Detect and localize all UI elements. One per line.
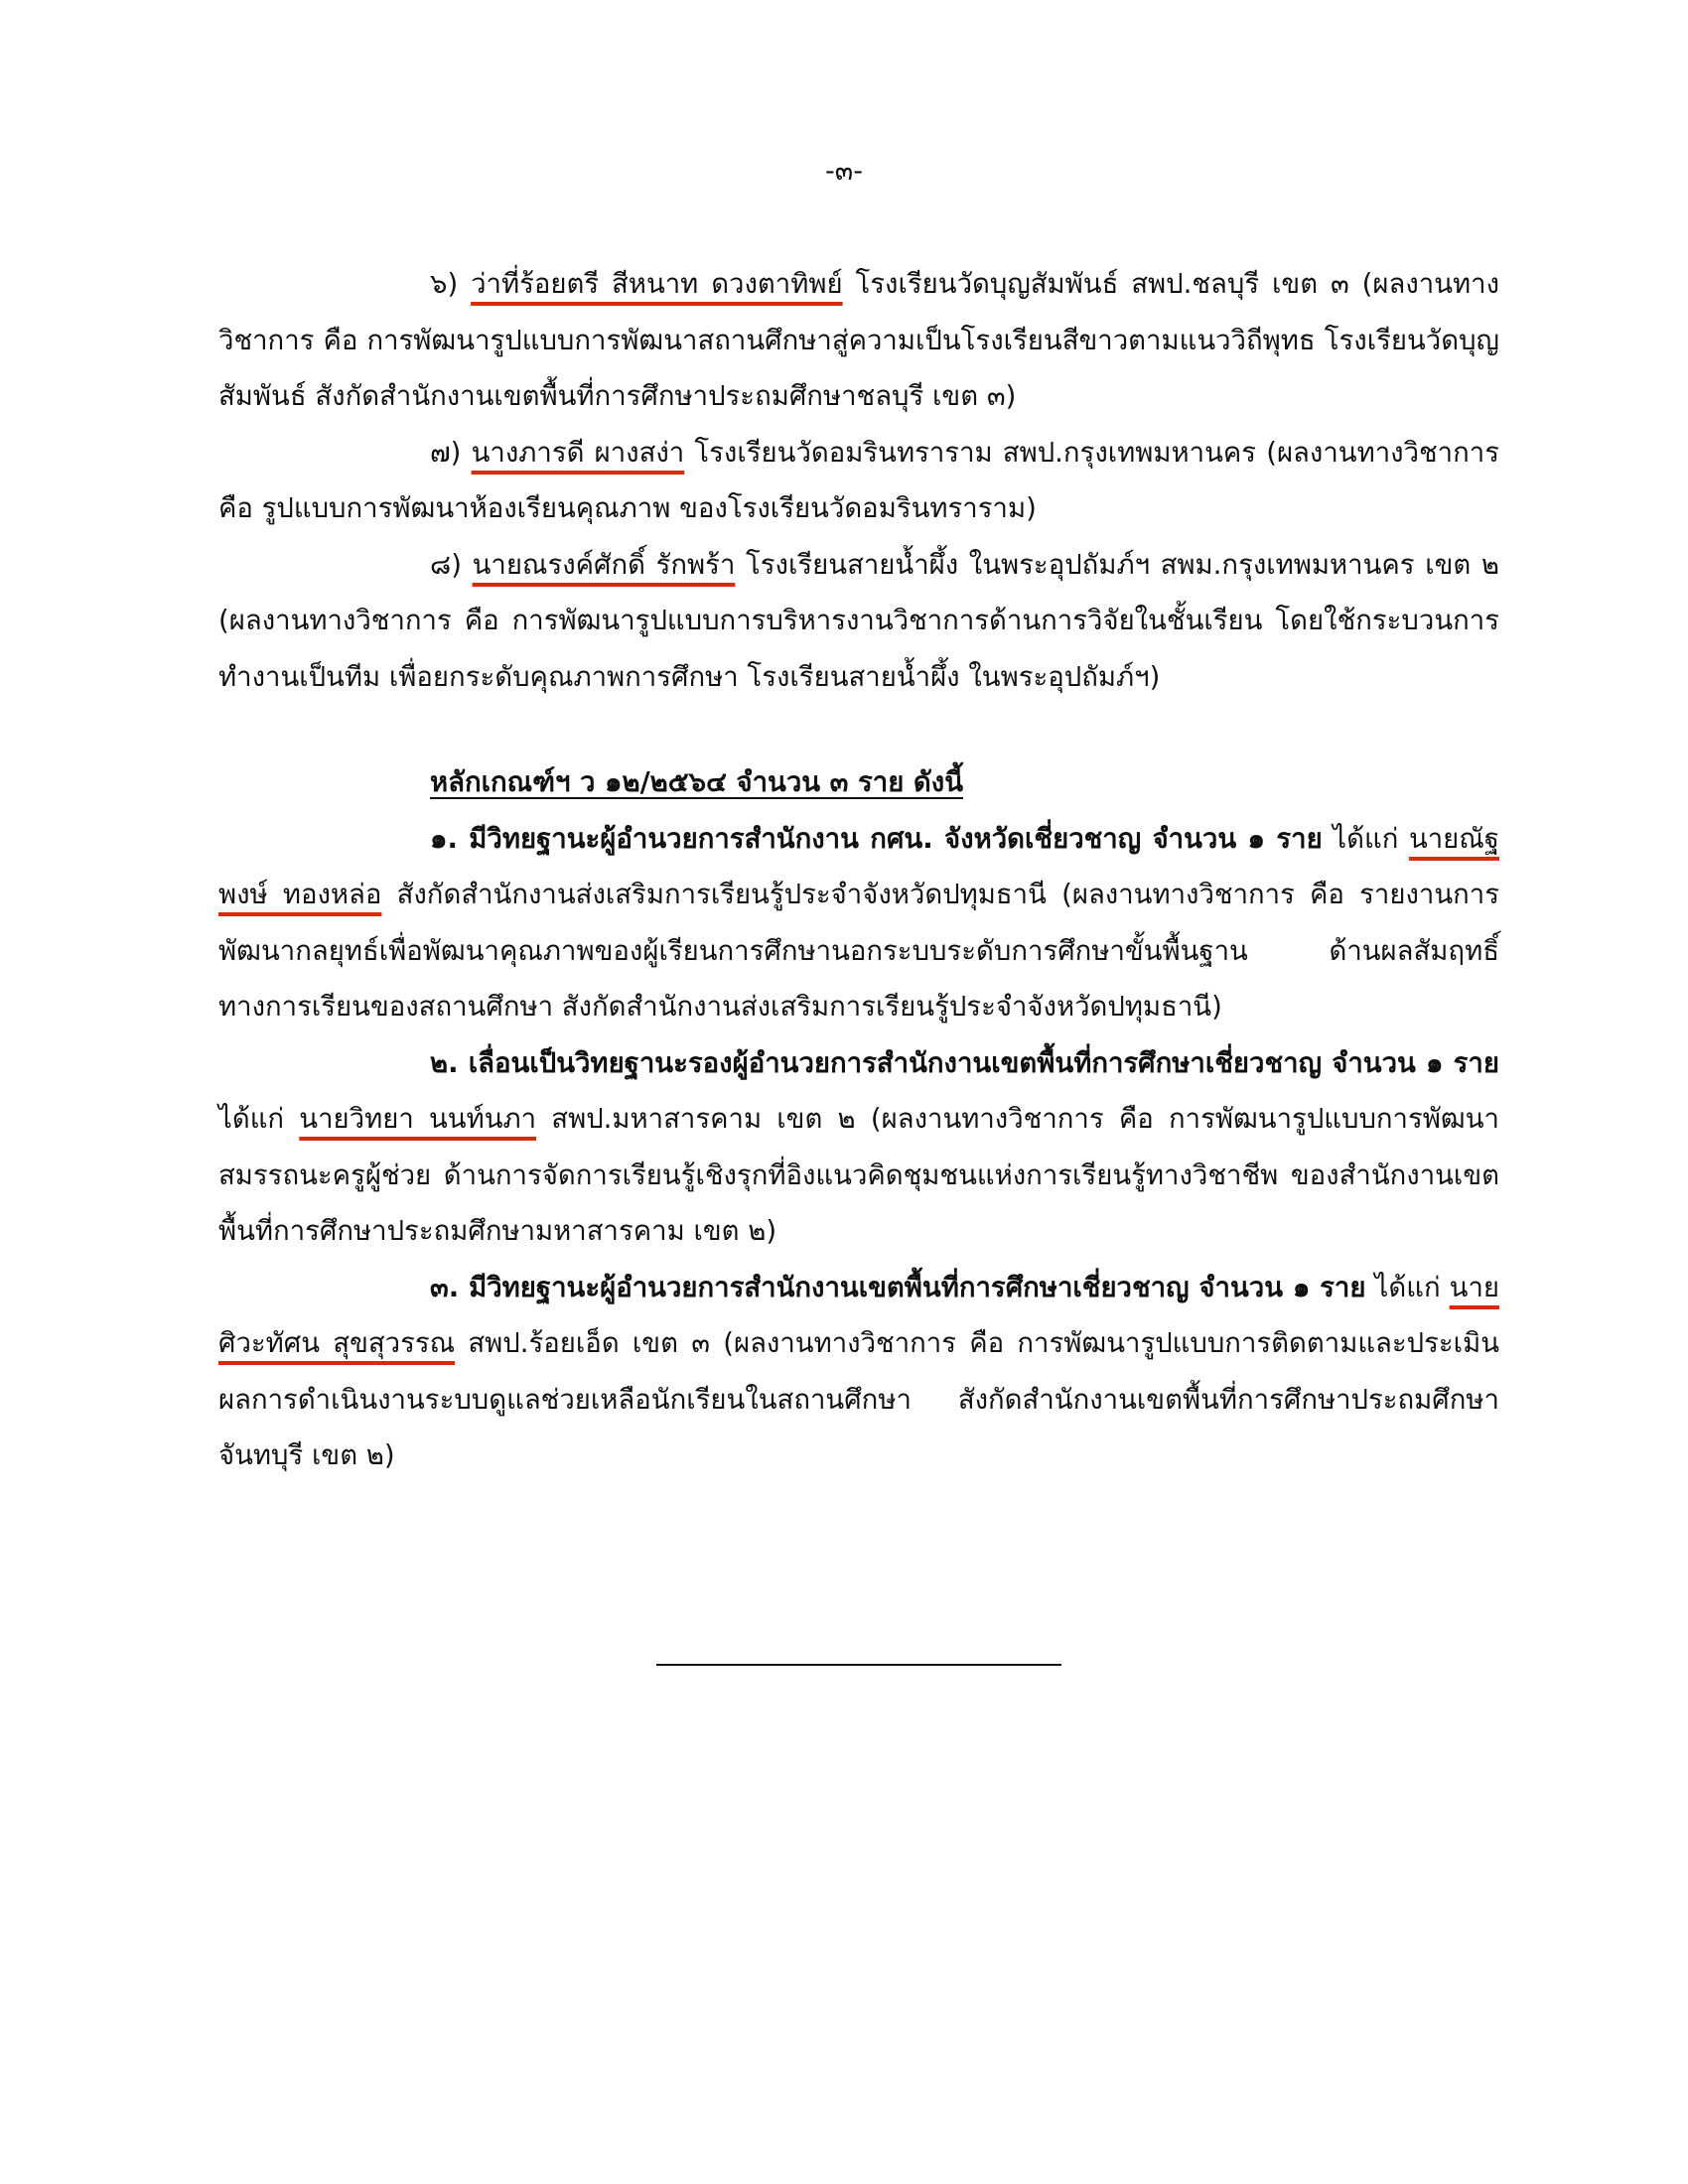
highlighted-name: ว่าที่ร้อยตรี สีหนาท ดวงตาทิพย์ (471, 268, 843, 300)
recipient-label: ได้แก่ (1333, 822, 1399, 855)
item-details: โรงเรียนสายน้ำผึ้ง ในพระอุปถัมภ์ฯ สพม.กรุงเทพมหานคร เขต ๒ (ผลงานทางวิชาการ คือ การพัฒนารูปแบบการบริหารงานวิชาการด้านการวิจัยในชั้นเรียน โดยใช้กระบวนการทำงานเป็นทีม เพื่อยกระดับคุณภาพการศึกษา โรงเรียนสายน้ำผึ้ง ในพระอุปถัมภ์ฯ) (218, 548, 1499, 693)
criteria-item-1 (218, 811, 1499, 1035)
highlighted-name: นายณรงค์ศักดิ์ รักพร้า (472, 548, 736, 581)
criteria-title: ๓. มีวิทยฐานะผู้อำนวยการสำนักงานเขตพื้นที่การศึกษาเชี่ยวชาญ จำนวน ๑ ราย (430, 1271, 1366, 1303)
highlighted-name: นายวิทยา นนท์นภา (299, 1103, 537, 1135)
item-details: สพป.มหาสารคาม เขต ๒ (ผลงานทางวิชาการ คือ การพัฒนารูปแบบการพัฒนาสมรรถนะครูผู้ช่วย ด้านการจัดการเรียนรู้เชิงรุกที่อิงแนวคิดชุมชนแห่งการเรียนรู้ทางวิชาชีพ ของสำนักงานเขตพื้นที่การศึกษาประถมศึกษามหาสารคาม เขต ๒) (218, 1103, 1499, 1247)
criteria-title: ๒. เลื่อนเป็นวิทยฐานะรองผู้อำนวยการสำนักงานเขตพื้นที่การศึกษาเชี่ยวชาญ จำนวน ๑ ราย (430, 1046, 1499, 1079)
list-item-8 (218, 537, 1499, 706)
item-details: โรงเรียนวัดบุญสัมพันธ์ สพป.ชลบุรี เขต ๓ (ผลงานทางวิชาการ คือ การพัฒนารูปแบบการพัฒนาสถานศึกษาสู่ความเป็นโรงเรียนสีขาวตามแนววิถีพุทธ โรงเรียนวัดบุญสัมพันธ์ สังกัดสำนักงานเขตพื้นที่การศึกษาประถมศึกษาชลบุรี เขต ๓) (218, 268, 1500, 412)
recipient-label: ได้แก่ (1374, 1271, 1441, 1303)
item-number: ๗) (430, 436, 462, 469)
item-details: สังกัดสำนักงานส่งเสริมการเรียนรู้ประจำจังหวัดปทุมธานี (ผลงานทางวิชาการ คือ รายงานการพัฒนากลยุทธ์เพื่อพัฒนาคุณภาพของผู้เรียนการศึกษานอกระบบระดับการศึกษาขั้นพื้นฐาน ด้านผลสัมฤทธิ์ทางการเรียนของสถานศึกษา สังกัดสำนักงานส่งเสริมการเรียนรู้ประจำจังหวัดปทุมธานี) (218, 879, 1499, 1023)
highlighted-name: นายณัฐพงษ์ ทองหล่อ (218, 822, 1499, 910)
end-divider (656, 1664, 1061, 1666)
criteria-item-3 (218, 1260, 1499, 1484)
list-item-7 (218, 425, 1499, 537)
item-details: สพป.ร้อยเอ็ด เขต ๓ (ผลงานทางวิชาการ คือ การพัฒนารูปแบบการติดตามและประเมินผลการดำเนินงานระบบดูแลช่วยเหลือนักเรียนในสถานศึกษา สังกัดสำนักงานเขตพื้นที่การศึกษาประถมศึกษาจันทบุรี เขต ๒) (218, 1327, 1499, 1471)
item-details: โรงเรียนวัดอมรินทราราม สพป.กรุงเทพมหานคร (ผลงานทางวิชาการ คือ รูปแบบการพัฒนาห้องเรียนคุณภาพ ของโรงเรียนวัดอมรินทราราม) (218, 436, 1499, 524)
page-number: -๓- (825, 156, 863, 187)
section-heading: หลักเกณฑ์ฯ ว ๑๒/๒๕๖๔ จำนวน ๓ ราย ดังนี้ (430, 766, 963, 798)
list-item-6 (218, 256, 1499, 425)
recipient-label: ได้แก่ (218, 1103, 285, 1135)
highlighted-name: นางภารดี ผางสง่า (471, 436, 685, 469)
criteria-title: ๑. มีวิทยฐานะผู้อำนวยการสำนักงาน กศน. จังหวัดเชี่ยวชาญ จำนวน ๑ ราย (430, 822, 1323, 855)
item-number: ๘) (430, 548, 462, 581)
highlighted-name: นายศิวะทัศน สุขสุวรรณ (218, 1271, 1499, 1359)
criteria-item-2 (218, 1035, 1499, 1260)
item-number: ๖) (430, 268, 459, 300)
document-body (218, 256, 1499, 1484)
